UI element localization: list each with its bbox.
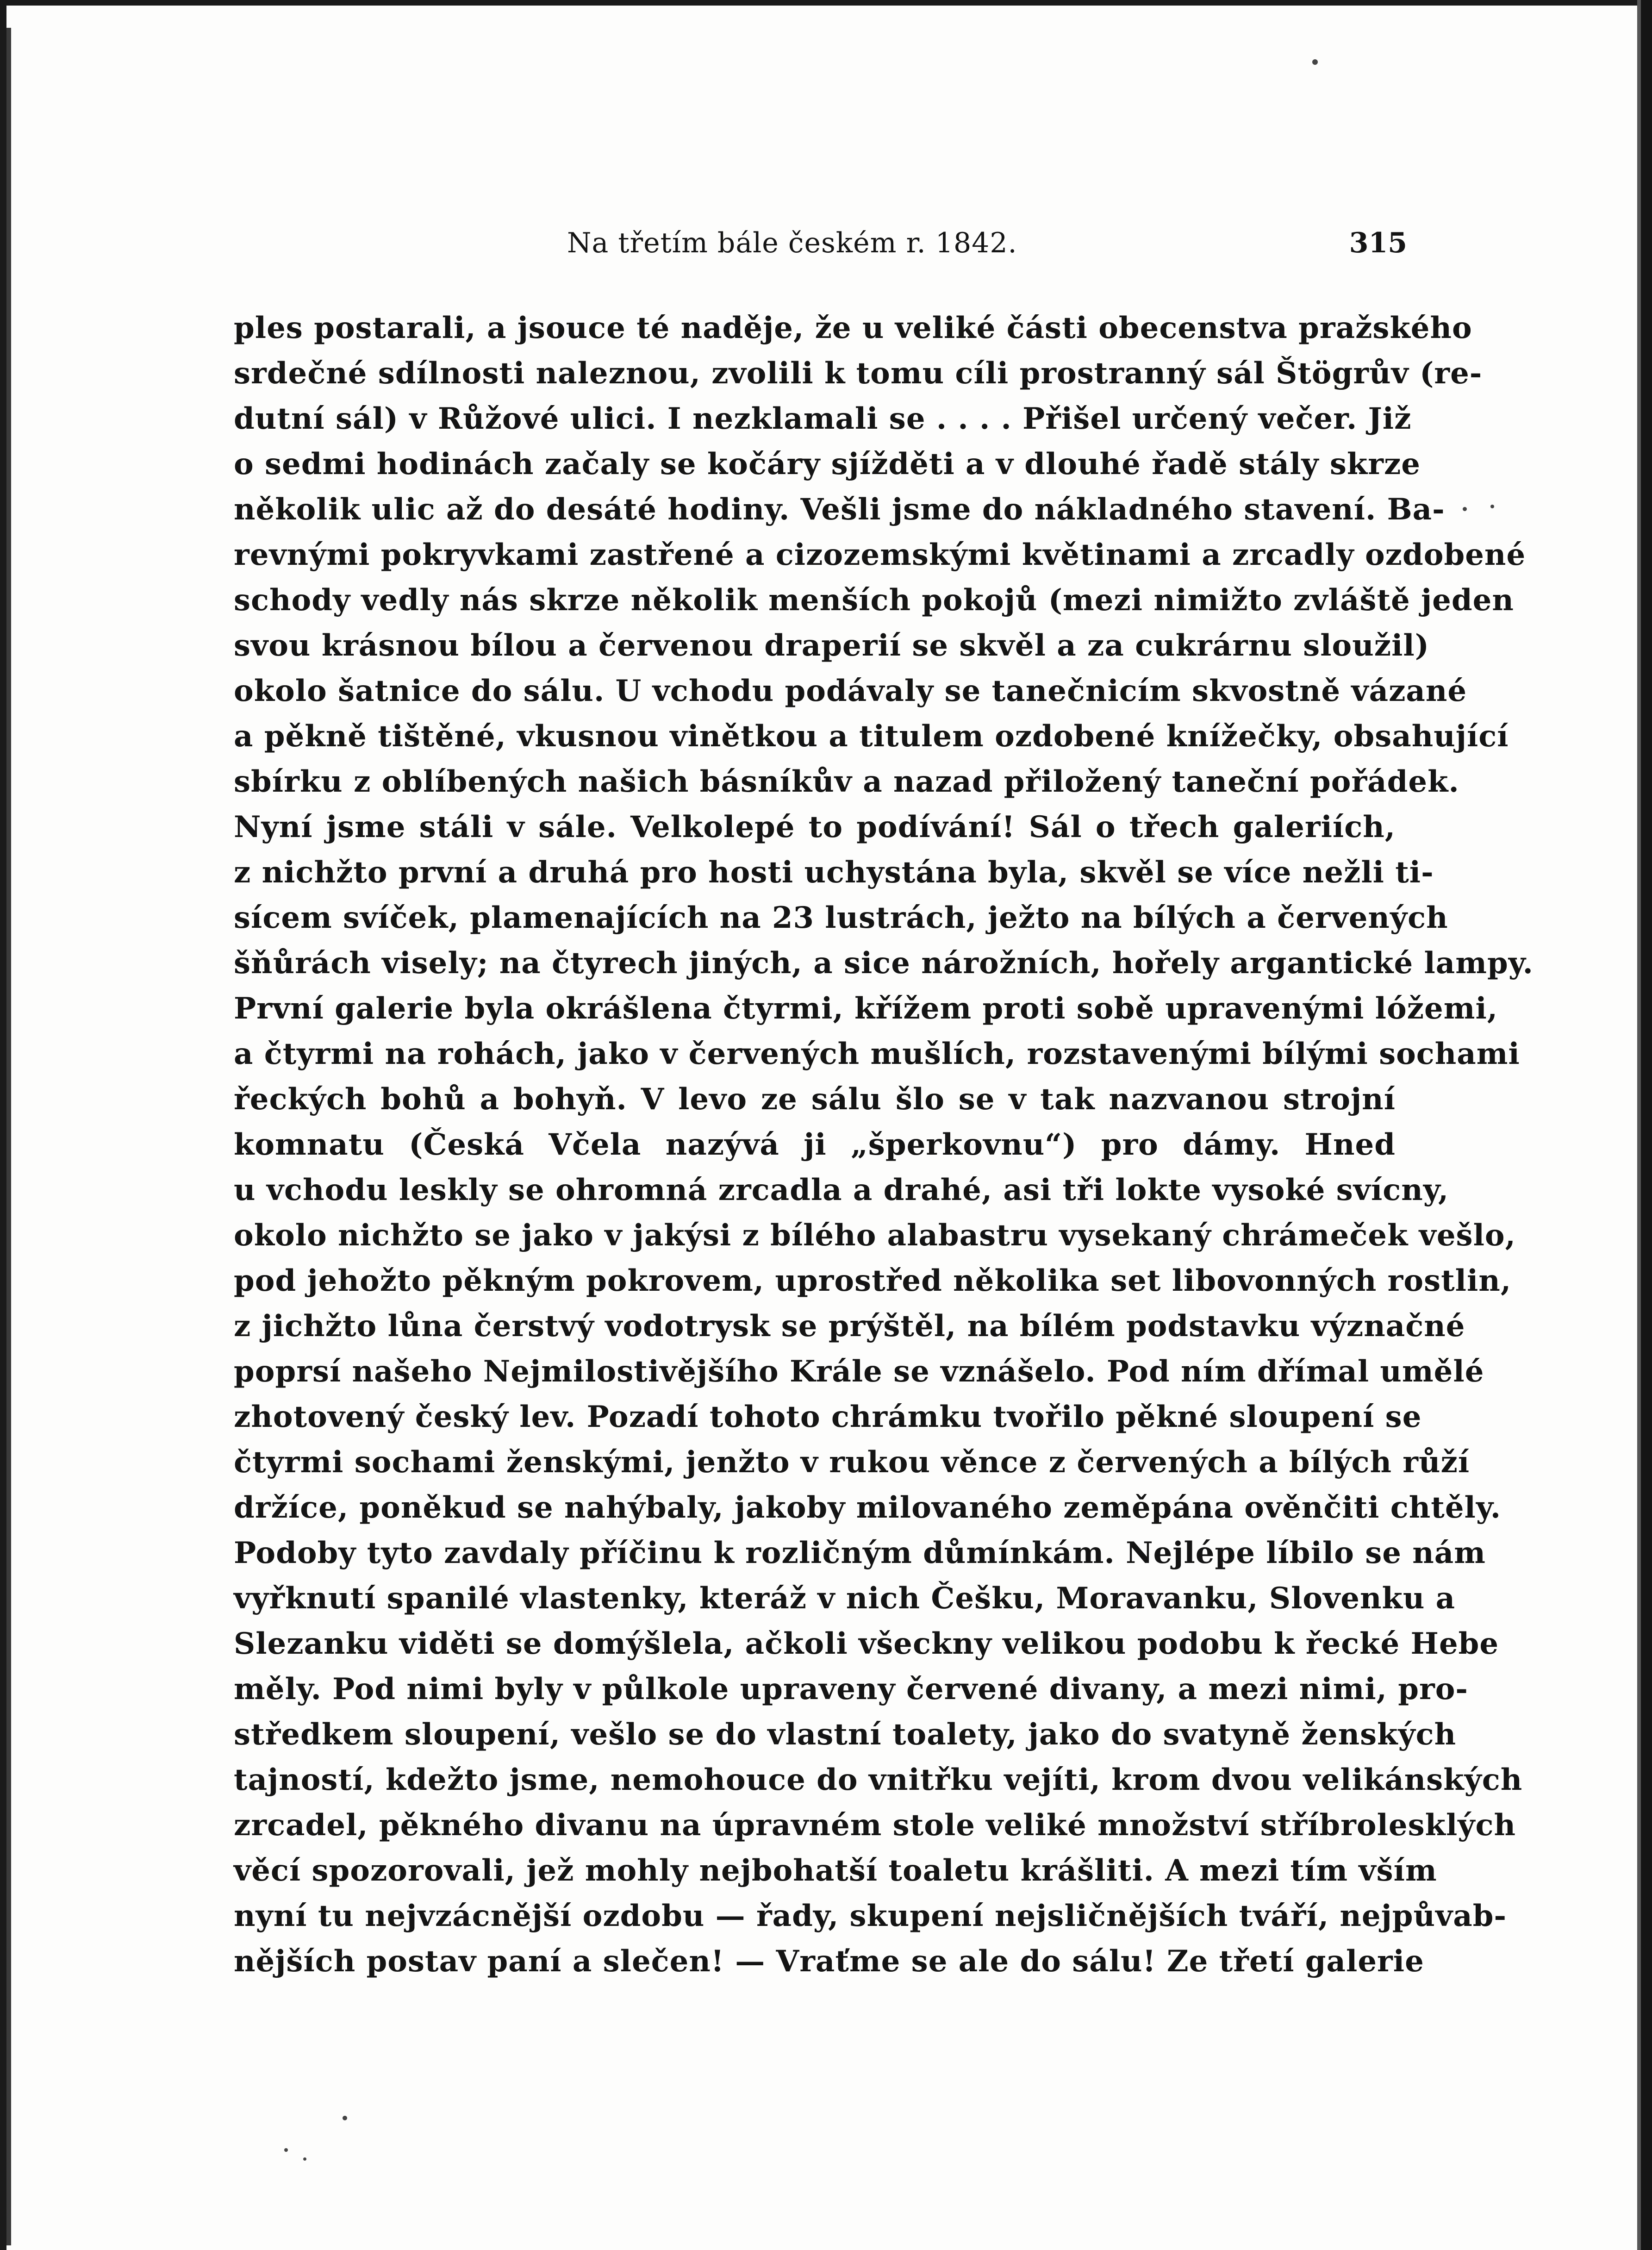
text-line: zrcadel, pěkného divanu na úpravném stole veliké množství stříbrolesklých xyxy=(234,1808,1516,1843)
text-line: schody vedly nás skrze několik menších pokojů (mezi nimižto zvláště jeden xyxy=(234,583,1514,618)
text-line: čtyrmi sochami ženskými, jenžto v rukou věnce z červených a bílých růží xyxy=(234,1445,1470,1480)
text-line: pod jehožto pěkným pokrovem, uprostřed několika set libovonných rostlin, xyxy=(234,1263,1512,1298)
text-line: šňůrách visely; na čtyrech jiných, a sice nárožních, hořely argantické lampy. xyxy=(234,946,1534,981)
text-line: svou krásnou bílou a červenou draperií se skvěl a za cukrárnu sloužil) xyxy=(234,628,1429,663)
page-header xyxy=(231,222,1407,264)
text-line: měly. Pod nimi byly v půlkole upraveny červené divany, a mezi nimi, pro- xyxy=(234,1672,1468,1706)
text-line: sícem svíček, plamenajících na 23 lustrách, ježto na bílých a červených xyxy=(234,900,1448,935)
body-text xyxy=(234,306,1534,1984)
scan-speck xyxy=(284,2148,288,2152)
scan-speck xyxy=(1463,507,1467,511)
text-line: vyřknutí spanilé vlastenky, kteráž v nich Češku, Moravanku, Slovenku a xyxy=(234,1581,1456,1616)
text-line: poprsí našeho Nejmilostivějšího Krále se vznášelo. Pod ním dřímal umělé xyxy=(234,1354,1484,1389)
text-line: revnými pokryvkami zastřené a cizozemskými květinami a zrcadly ozdobené xyxy=(234,538,1526,572)
text-line: a pěkně tištěné, vkusnou vinětkou a titulem ozdobené knížečky, obsahující xyxy=(234,719,1509,754)
text-line: zhotovený český lev. Pozadí tohoto chrámku tvořilo pěkné sloupení se xyxy=(234,1400,1422,1434)
scan-speck xyxy=(343,2116,347,2120)
text-line: řeckých bohů a bohyň. V levo ze sálu šlo se v tak nazvanou strojní xyxy=(234,1082,1396,1117)
scan-edge-left-shadow xyxy=(6,28,11,2245)
running-title: Na třetím bále českém r. 1842. xyxy=(567,227,1017,259)
text-line: nějších postav paní a slečen! — Vraťme se ale do sálu! Ze třetí galerie xyxy=(234,1944,1424,1979)
text-line: a čtyrmi na rohách, jako v červených mušlích, rozstavenými bílými sochami xyxy=(234,1037,1520,1071)
text-line: tajností, kdežto jsme, nemohouce do vnitřku vejíti, krom dvou velikánských xyxy=(234,1762,1523,1797)
text-line: První galerie byla okrášlena čtyrmi, křížem proti sobě upravenými lóžemi, xyxy=(234,991,1498,1026)
text-line: sbírku z oblíbených našich básníkův a nazad přiložený taneční pořádek. xyxy=(234,764,1459,799)
text-line: věcí spozorovali, jež mohly nejbohatší toaletu krášliti. A mezi tím vším xyxy=(234,1853,1437,1888)
text-line: Podoby tyto zavdaly příčinu k rozličným důmínkám. Nejlépe líbilo se nám xyxy=(234,1536,1486,1570)
scan-speck xyxy=(1490,505,1494,508)
text-line: u vchodu leskly se ohromná zrcadla a drahé, asi tři lokte vysoké svícny, xyxy=(234,1173,1449,1207)
scan-edge-top xyxy=(0,0,1652,6)
page-number: 315 xyxy=(1349,227,1407,259)
text-line: několik ulic až do desáté hodiny. Vešli jsme do nákladného stavení. Ba- xyxy=(234,492,1445,527)
scan-speck xyxy=(1312,59,1318,65)
text-line: Slezanku viděti se domýšlela, ačkoli všeckny velikou podobu k řecké Hebe xyxy=(234,1626,1499,1661)
text-line: držíce, poněkud se nahýbaly, jakoby milovaného zeměpána ověnčiti chtěly. xyxy=(234,1490,1501,1525)
text-line: o sedmi hodinách začaly se kočáry sjížděti a v dlouhé řadě stály skrze xyxy=(234,447,1421,481)
scan-speck xyxy=(303,2157,306,2161)
text-line: nyní tu nejvzácnější ozdobu — řady, skupení nejsličnějších tváří, nejpůvab- xyxy=(234,1899,1507,1933)
text-line: okolo nichžto se jako v jakýsi z bílého alabastru vysekaný chrámeček vešlo, xyxy=(234,1218,1516,1253)
text-line: komnatu (Česká Včela nazývá ji „šperkovnu“) pro dámy. Hned xyxy=(234,1127,1396,1162)
text-line: dutní sál) v Růžové ulici. I nezklamali se . . . . Přišel určený večer. Již xyxy=(234,401,1412,436)
scan-edge-right-shadow xyxy=(1637,0,1641,2250)
text-line: okolo šatnice do sálu. U vchodu podávaly se tanečnicím skvostně vázané xyxy=(234,674,1467,708)
text-line: z jichžto lůna čerstvý vodotrysk se prýštěl, na bílém podstavku význačné xyxy=(234,1309,1465,1344)
text-line: středkem sloupení, vešlo se do vlastní toalety, jako do svatyně ženských xyxy=(234,1717,1457,1752)
text-line: ples postarali, a jsouce té naděje, že u veliké části obecenstva pražského xyxy=(234,311,1472,345)
scan-edge-right xyxy=(1641,0,1652,2250)
scan-edge-left xyxy=(0,0,6,2250)
text-line: z nichžto první a druhá pro hosti uchystána byla, skvěl se více nežli ti- xyxy=(234,855,1434,890)
text-line: Nyní jsme stáli v sále. Velkolepé to podívání! Sál o třech galeriích, xyxy=(234,810,1396,844)
text-line: srdečné sdílnosti naleznou, zvolili k tomu cíli prostranný sál Štögrův (re- xyxy=(234,356,1483,391)
